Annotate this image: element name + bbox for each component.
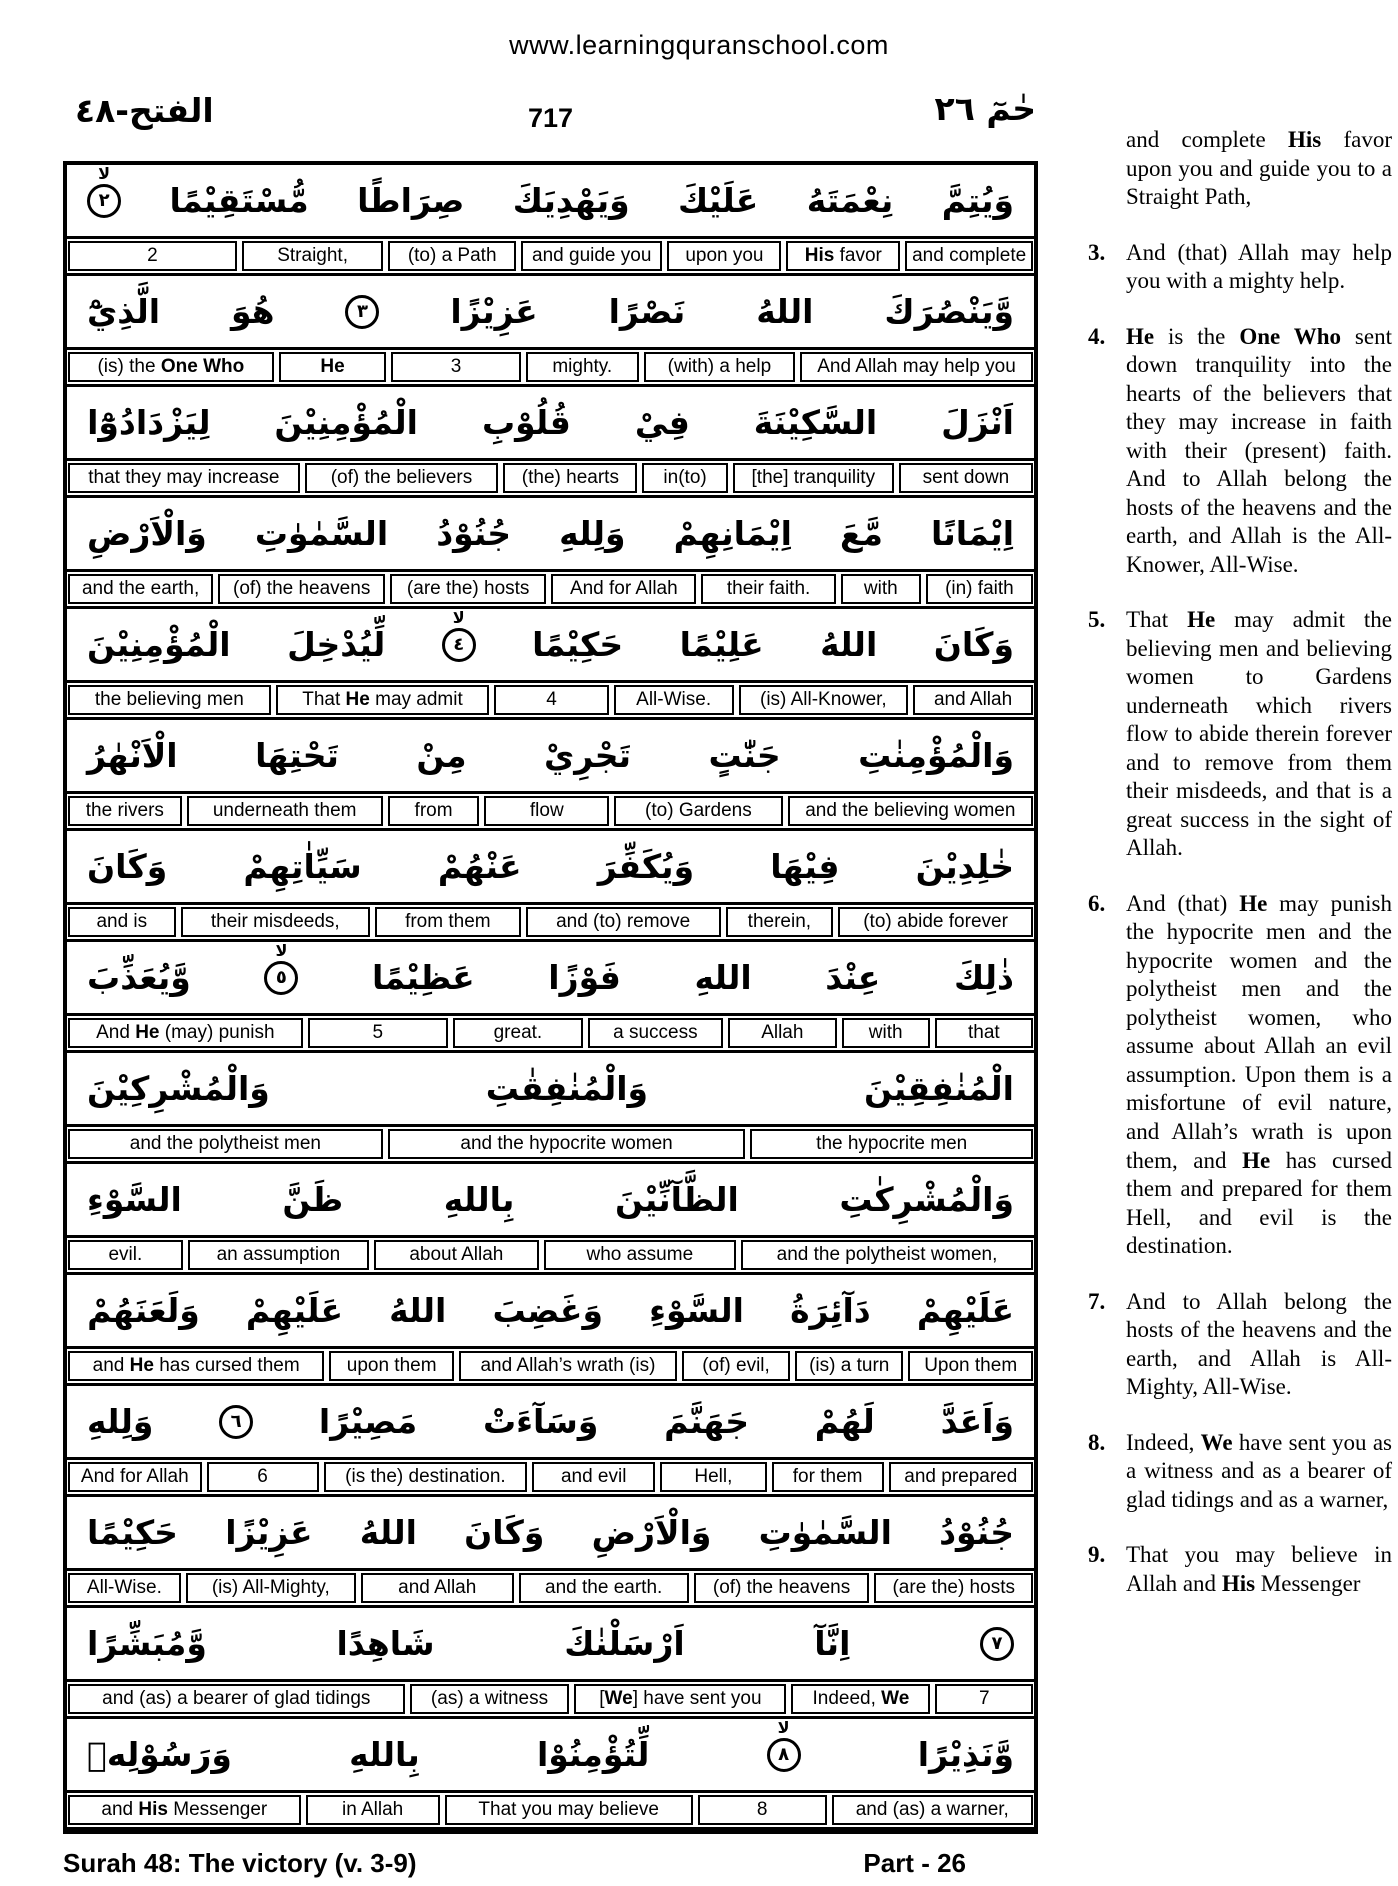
arabic-word: شَاهِدًا	[336, 1624, 435, 1663]
arabic-word: اللهُ	[359, 1513, 417, 1552]
word-translation-box: (as) a witness	[410, 1684, 570, 1714]
word-translation-box: and the earth.	[519, 1573, 689, 1603]
arabic-word: مِنْ	[416, 736, 467, 775]
arabic-word: خٰلِدِيْنَ	[915, 847, 1014, 886]
word-translation-row	[67, 680, 1034, 720]
translation-paragraph: 9. That you may believe in Allah and His Messenger	[1088, 1542, 1392, 1596]
word-translation-row	[67, 1568, 1034, 1608]
arabic-word: هُوَ	[230, 292, 275, 331]
arabic-word: اللهُ	[820, 625, 878, 664]
arabic-word: عَزِيْزًا	[225, 1513, 313, 1552]
arabic-word: مَصِيْرًا	[318, 1402, 418, 1441]
word-translation-box: and is	[68, 907, 176, 937]
arabic-word: وَسَآءَتْ	[482, 1402, 599, 1441]
word-translation-box: and Allah	[361, 1573, 514, 1603]
word-translation-box: All-Wise.	[68, 1573, 181, 1603]
arabic-word: السَّوْءِ	[87, 1180, 182, 1219]
word-translation-box: (is the) destination.	[324, 1462, 528, 1492]
word-translation-box: and (as) a warner,	[832, 1795, 1033, 1825]
arabic-word: سَيِّاٰتِهِمْ	[243, 847, 362, 886]
word-translation-box: 2	[68, 241, 237, 271]
word-translation-box: (of) the heavens	[218, 574, 385, 604]
arabic-word: وَالْاَرْضِ	[591, 1513, 712, 1552]
arabic-word: لِّتُؤْمِنُوْا	[536, 1735, 650, 1774]
arabic-line	[67, 942, 1034, 1013]
word-translation-box: And for Allah	[68, 1462, 202, 1492]
word-translation-box: All-Wise.	[614, 685, 734, 715]
word-translation-box: His favor	[786, 241, 900, 271]
arabic-word: الْمُؤْمِنِيْنَ	[274, 403, 418, 442]
word-translation-box: and prepared	[889, 1462, 1033, 1492]
translation-paragraph: 6. And (that) He may punish the hypocrite men and the hypocrite women and the polytheist men and the polytheist women, who assume about Allah an evil assumption. Upon them is a misfortune of evil nature, and Allah’s wrath is upon them, and He has cursed them and prepared for them Hell, and evil is the destination.	[1088, 890, 1392, 1259]
arabic-word: جَهَنَّمَ	[664, 1402, 749, 1441]
arabic-word: عَلِيْمًا	[679, 625, 764, 664]
word-translation-box: in(to)	[642, 463, 727, 493]
word-translation-box: from	[388, 796, 480, 826]
arabic-word: عَلَيْهِمْ	[245, 1291, 344, 1330]
word-translation-box: and the polytheist women,	[741, 1240, 1033, 1270]
word-translation-box: evil.	[68, 1240, 183, 1270]
arabic-word: حَكِيْمًا	[87, 1513, 178, 1552]
word-translation-box: and (to) remove	[526, 907, 721, 937]
word-translation-box: underneath them	[187, 796, 383, 826]
word-translation-box: their faith.	[701, 574, 835, 604]
word-translation-box: 3	[391, 352, 520, 382]
word-translation-box: (of) the believers	[305, 463, 499, 493]
word-translation-box: and the polytheist men	[68, 1129, 383, 1159]
arabic-word: وَلَعَنَهُمْ	[87, 1291, 200, 1330]
arabic-word: وَكَانَ	[464, 1513, 545, 1552]
word-translation-box: and Allah	[913, 685, 1033, 715]
word-table	[63, 161, 1038, 1834]
word-translation-row	[67, 791, 1034, 831]
word-translation-box: (in) faith	[926, 574, 1033, 604]
arabic-line	[67, 1275, 1034, 1346]
word-translation-box: upon you	[667, 241, 781, 271]
word-translation-row	[67, 347, 1034, 387]
arabic-word: وَكَانَ	[933, 625, 1014, 664]
arabic-word: مُّسْتَقِيْمًا	[169, 181, 309, 220]
arabic-word: عِنْدَ	[825, 958, 881, 997]
arabic-word: فِيْهَا	[770, 847, 840, 886]
word-translation-box: And He (may) punish	[68, 1018, 303, 1048]
word-translation-box: Allah	[728, 1018, 837, 1048]
arabic-word: حَكِيْمًا	[532, 625, 624, 664]
translation-paragraph: 8. Indeed, We have sent you as a witness and as a bearer of glad tidings and as a warner,	[1088, 1429, 1392, 1512]
word-translation-box: and guide you	[521, 241, 662, 271]
word-translation-box: in Allah	[306, 1795, 440, 1825]
word-translation-box: a success	[588, 1018, 723, 1048]
word-translation-box: 5	[308, 1018, 448, 1048]
verse-end-marker-icon: ٨ لا	[767, 1738, 801, 1772]
arabic-word: الْمُنٰفِقِيْنَ	[864, 1069, 1014, 1108]
word-translation-box: And for Allah	[551, 574, 696, 604]
footer-part-label: Part - 26	[863, 1848, 966, 1878]
arabic-word: عَلَيْكَ	[678, 181, 759, 220]
word-translation-row	[67, 236, 1034, 276]
arabic-word: مَّعَ	[839, 514, 883, 553]
arabic-word: وَالْمُنٰفِقٰتِ	[485, 1069, 649, 1108]
arabic-word: اِنَّآ	[814, 1624, 851, 1663]
word-translation-row	[67, 1679, 1034, 1719]
word-translation-box: and Allah’s wrath (is)	[459, 1351, 677, 1381]
word-translation-row	[67, 1790, 1034, 1830]
arabic-word: وَّيَنْصُرَكَ	[884, 292, 1014, 331]
verse-number: 4.	[1088, 323, 1106, 349]
stop-sign: لا	[452, 609, 465, 627]
word-translation-box: (of) the heavens	[694, 1573, 870, 1603]
arabic-word: لِيَزْدَادُوْٓا	[87, 403, 211, 442]
verse-end-marker-icon: ٢ لا	[87, 184, 121, 218]
word-translation-box: their misdeeds,	[181, 907, 370, 937]
verse-end-marker-icon: ٥ لا	[264, 961, 298, 995]
word-translation-box: (is) a turn	[795, 1351, 903, 1381]
word-translation-box: about Allah	[374, 1240, 539, 1270]
arabic-line	[67, 1719, 1034, 1790]
translation-sidebar	[1086, 126, 1392, 1625]
juz-label-arabic: حٰمٓ ٢٦	[934, 89, 1036, 128]
arabic-word: ظَنَّ	[282, 1180, 344, 1219]
word-translation-box: and the earth,	[68, 574, 213, 604]
word-translation-box: (to) Gardens	[614, 796, 783, 826]
arabic-word: فَوْزًا	[548, 958, 621, 997]
arabic-line	[67, 276, 1034, 347]
arabic-word: الْمُؤْمِنِيْنَ	[87, 625, 231, 664]
translation-paragraph: 3. And (that) Allah may help you with a mighty help.	[1088, 239, 1392, 294]
word-translation-box: (to) a Path	[388, 241, 516, 271]
word-translation-box: 8	[698, 1795, 827, 1825]
word-translation-box: (is) the One Who	[68, 352, 274, 382]
word-translation-box: And Allah may help you	[800, 352, 1033, 382]
word-translation-box: for them	[772, 1462, 884, 1492]
translation-paragraph: 7. And to Allah belong the hosts of the heavens and the earth, and Allah is All-Mighty, All-Wise.	[1088, 1288, 1392, 1400]
word-translation-row	[67, 1013, 1034, 1053]
word-translation-box: that they may increase	[68, 463, 300, 493]
page-number: 717	[527, 103, 574, 133]
word-translation-box: great.	[453, 1018, 583, 1048]
page-footer	[63, 1848, 1038, 1879]
arabic-word: عَظِيْمًا	[372, 958, 475, 997]
arabic-word: وَالْمُؤْمِنٰتِ	[858, 736, 1014, 775]
word-translation-row	[67, 1457, 1034, 1497]
word-translation-box: and His Messenger	[68, 1795, 301, 1825]
word-translation-box: who assume	[544, 1240, 736, 1270]
arabic-word: نَصْرًا	[608, 292, 686, 331]
arabic-word: وَيَهْدِيَكَ	[512, 181, 630, 220]
word-translation-box: Indeed, We	[791, 1684, 930, 1714]
word-translation-box: [the] tranquility	[733, 463, 894, 493]
word-translation-box: an assumption	[188, 1240, 369, 1270]
page-content	[63, 127, 1398, 1834]
arabic-word: وَالْمُشْرِكِيْنَ	[87, 1069, 270, 1108]
word-translation-box: 7	[935, 1684, 1033, 1714]
arabic-line	[67, 387, 1034, 458]
arabic-word: وَلِلهِ	[559, 514, 626, 553]
word-translation-box: (is) All-Knower,	[739, 685, 909, 715]
word-translation-box: 4	[494, 685, 608, 715]
word-translation-row	[67, 1124, 1034, 1164]
verse-number: 3.	[1088, 239, 1106, 265]
arabic-word: وَّيُعَذِّبَ	[87, 958, 191, 997]
word-translation-box: mighty.	[526, 352, 639, 382]
arabic-word: ذٰلِكَ	[953, 958, 1014, 997]
arabic-line	[67, 1164, 1034, 1235]
arabic-word: وَاَعَدَّ	[940, 1402, 1014, 1441]
arabic-word: السَّوْءِ	[649, 1291, 744, 1330]
verse-end-marker-icon: ٦	[219, 1405, 253, 1439]
arabic-word: الْاَنْهٰرُ	[87, 736, 178, 775]
website-url: www.learningquranschool.com	[509, 30, 889, 60]
surah-name-arabic: الفتح-٤٨	[75, 91, 214, 130]
stop-sign: لا	[275, 942, 288, 960]
arabic-word: وَلِلهِ	[87, 1402, 154, 1441]
word-translation-box: from them	[375, 907, 521, 937]
arabic-word: قُلُوْبِ	[481, 403, 571, 442]
word-translation-row	[67, 1346, 1034, 1386]
arabic-word: السَّمٰوٰتِ	[254, 514, 389, 553]
word-translation-box: and the believing women	[788, 796, 1033, 826]
word-translation-box: [We] have sent you	[574, 1684, 786, 1714]
arabic-word: دَآئِرَةُ	[790, 1291, 871, 1330]
arabic-word: اَنْزَلَ	[941, 403, 1014, 442]
arabic-word: لَهُمْ	[814, 1402, 875, 1441]
word-translation-box: (is) All-Mighty,	[186, 1573, 356, 1603]
word-translation-box: the believing men	[68, 685, 271, 715]
arabic-word: بِاللهِ	[443, 1180, 515, 1219]
arabic-word: جُنُوْدُ	[939, 1513, 1014, 1552]
word-translation-box: and (as) a bearer of glad tidings	[68, 1684, 405, 1714]
arabic-word: السَّمٰوٰتِ	[758, 1513, 892, 1552]
word-translation-box: 6	[207, 1462, 319, 1492]
arabic-word: وَالْاَرْضِ	[87, 514, 207, 553]
arabic-line	[67, 1608, 1034, 1679]
word-translation-box: and evil	[532, 1462, 655, 1492]
verse-number: 7.	[1088, 1288, 1106, 1314]
word-translation-box: and complete	[905, 241, 1033, 271]
word-translation-box: with	[842, 1018, 930, 1048]
word-translation-box: (to) abide forever	[838, 907, 1033, 937]
verse-end-marker-icon: ٧	[980, 1627, 1014, 1661]
arabic-word: وَرَسُوْلِهٖ	[87, 1735, 232, 1774]
stop-sign: لا	[98, 165, 111, 183]
arabic-word: اِيْمَانِهِمْ	[673, 514, 792, 553]
arabic-word: الظَّآنِّيْنَ	[615, 1180, 739, 1219]
word-translation-box: He	[279, 352, 387, 382]
arabic-word: وَكَانَ	[87, 847, 168, 886]
arabic-line	[67, 831, 1034, 902]
verse-end-marker-icon: ٣	[345, 295, 379, 329]
arabic-word: فِيْ	[634, 403, 690, 442]
arabic-line	[67, 1053, 1034, 1124]
arabic-word: اللهُ	[389, 1291, 447, 1330]
arabic-word: الَّذِيْٓ	[87, 292, 161, 331]
arabic-word: لِّيُدْخِلَ	[287, 625, 386, 664]
arabic-word: اَرْسَلْنٰكَ	[564, 1624, 685, 1663]
verse-end-marker-icon: ٤ لا	[442, 628, 476, 662]
arabic-word: اللهُ	[756, 292, 814, 331]
arabic-line	[67, 1386, 1034, 1457]
word-translation-row	[67, 458, 1034, 498]
word-translation-box: That you may believe	[445, 1795, 693, 1825]
word-translation-box: (with) a help	[644, 352, 795, 382]
arabic-word: وَيُتِمَّ	[941, 181, 1014, 220]
verse-number: 9.	[1088, 1542, 1106, 1568]
translation-paragraph: 4. He is the One Who sent down tranquility into the hearts of the believers that they may increase in faith with their (present) faith. And to Allah belong the hosts of the heavens and the earth, and Allah is the All-Knower, All-Wise.	[1088, 323, 1392, 577]
arabic-word: اللهِ	[694, 958, 752, 997]
arabic-word: وَغَضِبَ	[492, 1291, 603, 1330]
word-translation-box: sent down	[899, 463, 1033, 493]
word-translation-row	[67, 1235, 1034, 1275]
arabic-word: وَيُكَفِّرَ	[597, 847, 695, 886]
word-translation-box: flow	[484, 796, 609, 826]
word-translation-box: therein,	[726, 907, 834, 937]
word-translation-box: with	[841, 574, 921, 604]
stop-sign: لا	[777, 1719, 790, 1737]
arabic-word: جَنّٰتٍ	[708, 736, 781, 775]
word-translation-box: Upon them	[908, 1351, 1033, 1381]
arabic-word: تَجْرِيْ	[544, 736, 631, 775]
verse-number: 8.	[1088, 1429, 1106, 1455]
word-translation-box: and the hypocrite women	[388, 1129, 746, 1159]
word-translation-box: the rivers	[68, 796, 182, 826]
word-translation-box: (are the) hosts	[874, 1573, 1033, 1603]
arabic-word: صِرَاطًا	[357, 181, 465, 220]
word-translation-box: upon them	[329, 1351, 454, 1381]
arabic-line	[67, 1497, 1034, 1568]
arabic-word: وَّمُبَشِّرًا	[87, 1624, 207, 1663]
arabic-line	[67, 609, 1034, 680]
arabic-word: عَنْهُمْ	[437, 847, 522, 886]
arabic-word: اِيْمَانًا	[931, 514, 1014, 553]
arabic-word: جُنُوْدُ	[436, 514, 512, 553]
arabic-word: وَالْمُشْرِكٰتِ	[839, 1180, 1014, 1219]
arabic-word: وَّنَذِيْرًا	[917, 1735, 1014, 1774]
word-translation-box: the hypocrite men	[750, 1129, 1033, 1159]
word-translation-box: That He may admit	[276, 685, 490, 715]
verse-number: 6.	[1088, 890, 1106, 916]
word-translation-row	[67, 902, 1034, 942]
word-translation-box: that	[935, 1018, 1033, 1048]
footer-surah-title: Surah 48: The victory (v. 3-9)	[63, 1848, 417, 1878]
word-translation-row	[67, 569, 1034, 609]
word-translation-box: (of) evil,	[682, 1351, 790, 1381]
arabic-word: بِاللهِ	[349, 1735, 420, 1774]
word-translation-box: Hell,	[660, 1462, 767, 1492]
arabic-word: تَحْتِهَا	[255, 736, 339, 775]
arabic-line	[67, 165, 1034, 236]
word-translation-box: (the) hearts	[503, 463, 637, 493]
translation-paragraph: and complete His favor upon you and guide you to a Straight Path,	[1126, 127, 1392, 210]
arabic-word: نِعْمَتَهُ	[806, 181, 894, 220]
page-header	[63, 89, 1038, 143]
arabic-word: عَزِيْزًا	[450, 292, 538, 331]
word-translation-box: Straight,	[242, 241, 383, 271]
word-translation-box: and He has cursed them	[68, 1351, 324, 1381]
arabic-word: عَلَيْهِمْ	[916, 1291, 1014, 1330]
translation-paragraph: 5. That He may admit the believing men and believing women to Gardens underneath which rivers flow to abide therein forever and to remove from them their misdeeds, and that is a great success in the sight of Allah.	[1088, 607, 1392, 861]
arabic-line	[67, 720, 1034, 791]
arabic-word: السَّكِيْنَةَ	[753, 403, 878, 442]
word-translation-box: (are the) hosts	[390, 574, 546, 604]
arabic-line	[67, 498, 1034, 569]
verse-number: 5.	[1088, 607, 1106, 633]
